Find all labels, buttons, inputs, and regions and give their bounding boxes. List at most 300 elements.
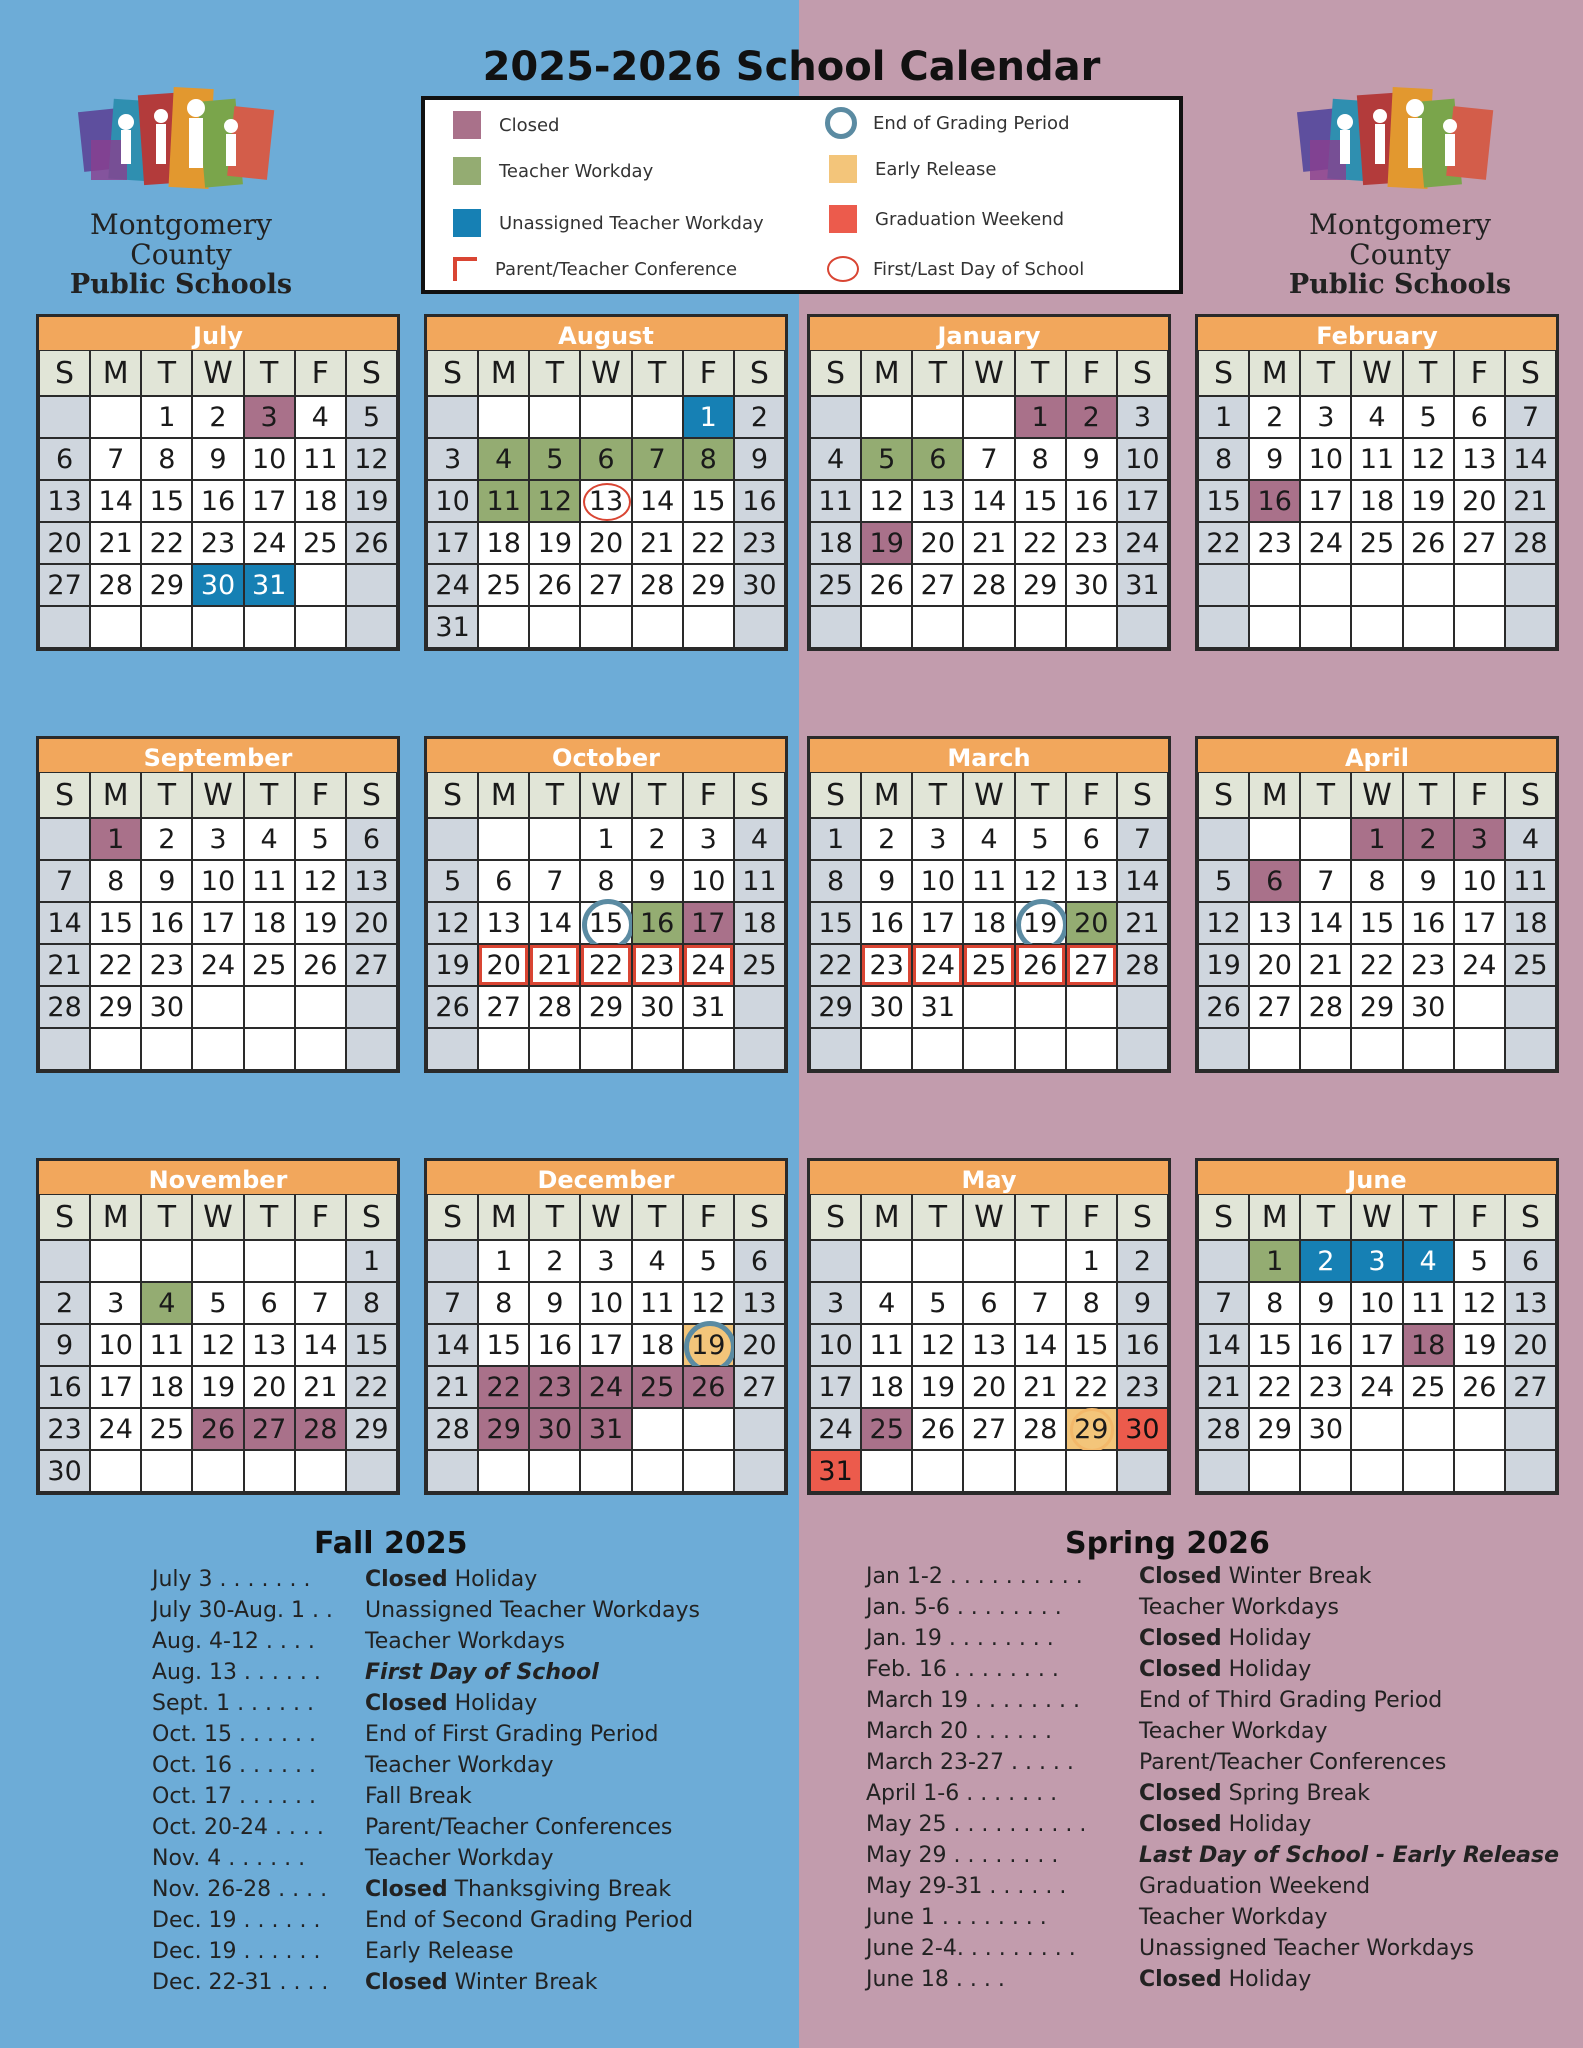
- month-grid: [1195, 350, 1559, 651]
- day-cell: 12: [1015, 860, 1066, 902]
- day-cell: 21: [1198, 1366, 1249, 1408]
- day-cell: 13: [734, 1282, 785, 1324]
- month-header: February: [1195, 314, 1559, 350]
- empty-cell: [478, 606, 529, 648]
- weekday-label: S: [734, 1194, 785, 1240]
- day-cell: 4: [244, 818, 295, 860]
- day-cell: 13: [1505, 1282, 1556, 1324]
- weekday-label: T: [912, 350, 963, 396]
- weekday-label: W: [963, 1194, 1014, 1240]
- day-cell: 7: [1015, 1282, 1066, 1324]
- empty-cell: [912, 396, 963, 438]
- month-header: October: [424, 736, 788, 772]
- weekday-label: T: [244, 350, 295, 396]
- day-cell: 14: [1505, 438, 1556, 480]
- empty-cell: [734, 986, 785, 1028]
- weekday-label: T: [632, 350, 683, 396]
- day-cell: 8: [1066, 1282, 1117, 1324]
- day-cell: 18: [963, 902, 1014, 944]
- weekday-label: M: [90, 350, 141, 396]
- key-date-row: [152, 1626, 772, 1657]
- month-april: [1195, 736, 1559, 1073]
- day-cell: 31: [683, 986, 734, 1028]
- day-cell: 18: [478, 522, 529, 564]
- key-date-row: [866, 1592, 1566, 1623]
- day-cell: 15: [478, 1324, 529, 1366]
- weekday-label: W: [192, 1194, 243, 1240]
- empty-cell: [861, 396, 912, 438]
- day-cell: 30: [529, 1408, 580, 1450]
- empty-cell: [810, 1240, 861, 1282]
- day-cell: 7: [39, 860, 90, 902]
- month-grid: [807, 1194, 1171, 1495]
- day-cell: 7: [1117, 818, 1168, 860]
- empty-cell: [810, 1028, 861, 1070]
- legend-graduation-label: Graduation Weekend: [875, 208, 1065, 230]
- empty-cell: [963, 1028, 1014, 1070]
- empty-cell: [529, 1450, 580, 1492]
- weekday-label: M: [478, 772, 529, 818]
- day-cell: 11: [1403, 1282, 1454, 1324]
- day-cell: 10: [427, 480, 478, 522]
- day-cell: 17: [427, 522, 478, 564]
- day-cell: 4: [861, 1282, 912, 1324]
- day-cell: 24: [810, 1408, 861, 1450]
- legend-unassigned: [453, 206, 764, 240]
- key-date-description: [1139, 1933, 1474, 1964]
- day-cell: 20: [478, 944, 529, 986]
- day-cell: 20: [580, 522, 631, 564]
- day-cell: 12: [1403, 438, 1454, 480]
- empty-cell: [90, 1028, 141, 1070]
- day-cell: 14: [529, 902, 580, 944]
- day-cell: 7: [963, 438, 1014, 480]
- day-cell: 20: [244, 1366, 295, 1408]
- empty-cell: [1198, 1240, 1249, 1282]
- day-cell: 21: [90, 522, 141, 564]
- day-cell: 16: [192, 480, 243, 522]
- empty-cell: [427, 1028, 478, 1070]
- legend-closed: [453, 108, 559, 142]
- empty-cell: [683, 606, 734, 648]
- legend-conference: [453, 252, 737, 286]
- description-text: Holiday: [1221, 1626, 1312, 1651]
- day-cell: 21: [1505, 480, 1556, 522]
- day-cell: 11: [963, 860, 1014, 902]
- day-cell: 7: [632, 438, 683, 480]
- month-may: [807, 1158, 1171, 1495]
- day-cell: 25: [1351, 522, 1402, 564]
- empty-cell: [632, 1028, 683, 1070]
- day-cell: 31: [912, 986, 963, 1028]
- day-cell: 15: [810, 902, 861, 944]
- day-cell: 2: [861, 818, 912, 860]
- day-cell: 16: [1403, 902, 1454, 944]
- weekday-label: S: [1117, 350, 1168, 396]
- empty-cell: [295, 564, 346, 606]
- day-cell: 6: [346, 818, 397, 860]
- weekday-label: S: [427, 1194, 478, 1240]
- day-cell: 14: [1300, 902, 1351, 944]
- day-cell: 12: [912, 1324, 963, 1366]
- day-cell: 30: [192, 564, 243, 606]
- day-cell: 13: [1249, 902, 1300, 944]
- key-date-row: [866, 1716, 1566, 1747]
- day-cell: 27: [346, 944, 397, 986]
- day-cell: 27: [1249, 986, 1300, 1028]
- day-cell: 18: [1505, 902, 1556, 944]
- empty-cell: [39, 1240, 90, 1282]
- key-date-row: [866, 1685, 1566, 1716]
- key-date: Dec. 19 . . . . . .: [152, 1939, 321, 1964]
- empty-cell: [244, 1028, 295, 1070]
- description-text: Holiday: [1221, 1812, 1312, 1837]
- day-cell: 27: [1454, 522, 1505, 564]
- day-cell: 2: [1300, 1240, 1351, 1282]
- empty-cell: [1351, 606, 1402, 648]
- empty-cell: [478, 818, 529, 860]
- day-cell: 11: [295, 438, 346, 480]
- day-cell: 9: [141, 860, 192, 902]
- weekday-label: M: [1249, 772, 1300, 818]
- weekday-label: T: [1403, 1194, 1454, 1240]
- day-cell: 30: [1403, 986, 1454, 1028]
- weekday-label: S: [734, 772, 785, 818]
- day-cell: 28: [1300, 986, 1351, 1028]
- key-date-row: [866, 1654, 1566, 1685]
- legend-teacher-workday: [453, 154, 653, 188]
- weekday-label: M: [861, 350, 912, 396]
- empty-cell: [861, 1028, 912, 1070]
- day-cell: 8: [1198, 438, 1249, 480]
- day-cell: 20: [1066, 902, 1117, 944]
- empty-cell: [683, 1450, 734, 1492]
- day-cell: 8: [141, 438, 192, 480]
- day-cell: 10: [912, 860, 963, 902]
- weekday-label: S: [346, 772, 397, 818]
- day-cell: 11: [244, 860, 295, 902]
- day-cell: 26: [1015, 944, 1066, 986]
- key-date-row: [152, 1936, 772, 1967]
- empty-cell: [1403, 1450, 1454, 1492]
- day-cell: 16: [529, 1324, 580, 1366]
- day-cell: 25: [1505, 944, 1556, 986]
- empty-cell: [861, 1450, 912, 1492]
- day-cell: 17: [580, 1324, 631, 1366]
- key-date-row: [152, 1843, 772, 1874]
- day-cell: 24: [427, 564, 478, 606]
- empty-cell: [90, 1450, 141, 1492]
- key-date-description: [365, 1626, 565, 1657]
- closed-label: Closed: [365, 1877, 448, 1902]
- day-cell: 3: [192, 818, 243, 860]
- empty-cell: [295, 1028, 346, 1070]
- weekday-label: W: [192, 772, 243, 818]
- key-date: June 1 . . . . . . . .: [866, 1905, 1047, 1930]
- key-date-description: [365, 1905, 693, 1936]
- day-cell: 28: [1117, 944, 1168, 986]
- day-cell: 19: [346, 480, 397, 522]
- weekday-label: S: [39, 350, 90, 396]
- empty-cell: [141, 1240, 192, 1282]
- day-cell: 3: [683, 818, 734, 860]
- month-december: [424, 1158, 788, 1495]
- weekday-label: F: [683, 1194, 734, 1240]
- key-date-description: [365, 1874, 671, 1905]
- day-cell: 5: [1403, 396, 1454, 438]
- day-cell: 17: [192, 902, 243, 944]
- day-cell: 2: [1117, 1240, 1168, 1282]
- key-date-row: [866, 1778, 1566, 1809]
- key-date-description: [1139, 1592, 1339, 1623]
- first-last-day-ring-icon: [827, 256, 859, 282]
- day-cell: 23: [734, 522, 785, 564]
- empty-cell: [912, 1028, 963, 1070]
- day-cell: 2: [632, 818, 683, 860]
- day-cell: 26: [861, 564, 912, 606]
- weekday-label: S: [1198, 350, 1249, 396]
- empty-cell: [478, 1450, 529, 1492]
- day-cell: 14: [963, 480, 1014, 522]
- empty-cell: [1117, 1450, 1168, 1492]
- day-cell: 12: [346, 438, 397, 480]
- day-cell: 20: [912, 522, 963, 564]
- weekday-label: F: [683, 350, 734, 396]
- day-cell: 17: [1117, 480, 1168, 522]
- day-cell: 14: [90, 480, 141, 522]
- key-date-row: [866, 1561, 1566, 1592]
- day-cell: 16: [1249, 480, 1300, 522]
- month-february: [1195, 314, 1559, 651]
- weekday-label: W: [1351, 350, 1402, 396]
- day-cell: 14: [1117, 860, 1168, 902]
- day-cell: 25: [861, 1408, 912, 1450]
- day-cell: 10: [580, 1282, 631, 1324]
- key-date-description: [1139, 1623, 1311, 1654]
- day-cell: 27: [244, 1408, 295, 1450]
- day-cell: 15: [1351, 902, 1402, 944]
- day-cell: 13: [580, 480, 631, 522]
- day-cell: 7: [1505, 396, 1556, 438]
- description-text: Winter Break: [1221, 1564, 1372, 1589]
- month-header: July: [36, 314, 400, 350]
- empty-cell: [1403, 564, 1454, 606]
- weekday-label: T: [244, 772, 295, 818]
- day-cell: 3: [90, 1282, 141, 1324]
- weekday-label: T: [1300, 350, 1351, 396]
- month-grid: [1195, 772, 1559, 1073]
- empty-cell: [1454, 1028, 1505, 1070]
- day-cell: 24: [244, 522, 295, 564]
- district-logo-left: [36, 80, 326, 300]
- day-cell: 8: [1249, 1282, 1300, 1324]
- day-cell: 22: [1351, 944, 1402, 986]
- empty-cell: [1505, 564, 1556, 606]
- month-march: [807, 736, 1171, 1073]
- empty-cell: [963, 1240, 1014, 1282]
- key-date-description: [1139, 1778, 1370, 1809]
- weekday-label: S: [1505, 1194, 1556, 1240]
- day-cell: 21: [1117, 902, 1168, 944]
- key-date: Dec. 19 . . . . . .: [152, 1908, 321, 1933]
- month-header: November: [36, 1158, 400, 1194]
- empty-cell: [346, 986, 397, 1028]
- grading-ring-icon: [825, 107, 857, 139]
- day-cell: 27: [1505, 1366, 1556, 1408]
- weekday-label: F: [683, 772, 734, 818]
- key-date-description: [365, 1967, 598, 1998]
- closed-label: Closed: [1139, 1564, 1222, 1589]
- empty-cell: [1249, 606, 1300, 648]
- key-date-description: [365, 1843, 554, 1874]
- day-cell: 1: [1066, 1240, 1117, 1282]
- month-july: [36, 314, 400, 651]
- day-cell: 19: [1454, 1324, 1505, 1366]
- month-header: April: [1195, 736, 1559, 772]
- empty-cell: [1351, 1028, 1402, 1070]
- day-cell: 13: [912, 480, 963, 522]
- weekday-label: F: [1066, 1194, 1117, 1240]
- day-cell: 24: [1300, 522, 1351, 564]
- day-cell: 29: [1066, 1408, 1117, 1450]
- key-date-description: [1139, 1561, 1372, 1592]
- day-cell: 1: [141, 396, 192, 438]
- day-cell: 31: [580, 1408, 631, 1450]
- day-cell: 14: [39, 902, 90, 944]
- empty-cell: [39, 606, 90, 648]
- empty-cell: [734, 1450, 785, 1492]
- day-cell: 31: [1117, 564, 1168, 606]
- day-cell: 23: [1066, 522, 1117, 564]
- weekday-label: S: [427, 772, 478, 818]
- key-date: Jan. 19 . . . . . . . .: [866, 1626, 1054, 1651]
- empty-cell: [861, 1240, 912, 1282]
- empty-cell: [734, 1408, 785, 1450]
- day-cell: 24: [90, 1408, 141, 1450]
- day-cell: 12: [861, 480, 912, 522]
- day-cell: 3: [580, 1240, 631, 1282]
- day-cell: 15: [1015, 480, 1066, 522]
- district-name-line2: Public Schools: [1288, 269, 1512, 300]
- day-cell: 19: [427, 944, 478, 986]
- legend-firstlast-label: First/Last Day of School: [873, 258, 1085, 280]
- empty-cell: [1198, 564, 1249, 606]
- day-cell: 24: [1351, 1366, 1402, 1408]
- legend-grading-label: End of Grading Period: [873, 112, 1070, 134]
- empty-cell: [141, 1028, 192, 1070]
- key-date: March 19 . . . . . . . .: [866, 1688, 1080, 1713]
- key-date-description: [1139, 1747, 1446, 1778]
- key-date-row: [152, 1595, 772, 1626]
- day-cell: 25: [1403, 1366, 1454, 1408]
- day-cell: 1: [478, 1240, 529, 1282]
- legend-closed-label: Closed: [499, 114, 560, 136]
- day-cell: 3: [244, 396, 295, 438]
- key-date-description: [1139, 1964, 1311, 1995]
- day-cell: 17: [90, 1366, 141, 1408]
- closed-label: Closed: [1139, 1657, 1222, 1682]
- day-cell: 8: [683, 438, 734, 480]
- day-cell: 22: [141, 522, 192, 564]
- empty-cell: [295, 986, 346, 1028]
- key-date: July 30-Aug. 1 . .: [152, 1598, 333, 1623]
- weekday-label: T: [529, 350, 580, 396]
- day-cell: 3: [1351, 1240, 1402, 1282]
- early-release-swatch-icon: [829, 155, 857, 183]
- day-cell: 10: [1351, 1282, 1402, 1324]
- day-cell: 2: [141, 818, 192, 860]
- day-cell: 16: [632, 902, 683, 944]
- key-date-row: [152, 1719, 772, 1750]
- day-cell: 22: [346, 1366, 397, 1408]
- empty-cell: [529, 606, 580, 648]
- day-cell: 6: [580, 438, 631, 480]
- day-cell: 10: [1300, 438, 1351, 480]
- weekday-label: F: [1454, 1194, 1505, 1240]
- day-cell: 18: [295, 480, 346, 522]
- day-cell: 10: [244, 438, 295, 480]
- key-date-row: [866, 1964, 1566, 1995]
- empty-cell: [346, 606, 397, 648]
- empty-cell: [1454, 1408, 1505, 1450]
- month-grid: [424, 350, 788, 651]
- description-text: Teacher Workdays: [1139, 1595, 1339, 1620]
- month-header: August: [424, 314, 788, 350]
- day-cell: 4: [810, 438, 861, 480]
- empty-cell: [346, 1028, 397, 1070]
- closed-label: Closed: [1139, 1812, 1222, 1837]
- day-cell: 6: [912, 438, 963, 480]
- day-cell: 11: [632, 1282, 683, 1324]
- day-cell: 26: [192, 1408, 243, 1450]
- empty-cell: [810, 606, 861, 648]
- day-cell: 15: [580, 902, 631, 944]
- day-cell: 1: [683, 396, 734, 438]
- day-cell: 24: [683, 944, 734, 986]
- empty-cell: [1198, 1028, 1249, 1070]
- day-cell: 6: [1249, 860, 1300, 902]
- day-cell: 28: [90, 564, 141, 606]
- closed-swatch-icon: [453, 111, 481, 139]
- day-cell: 8: [810, 860, 861, 902]
- day-cell: 31: [427, 606, 478, 648]
- empty-cell: [1198, 606, 1249, 648]
- month-january: [807, 314, 1171, 651]
- day-cell: 9: [192, 438, 243, 480]
- key-date-description: [1139, 1871, 1370, 1902]
- day-cell: 19: [192, 1366, 243, 1408]
- weekday-label: T: [632, 772, 683, 818]
- weekday-label: S: [39, 772, 90, 818]
- description-text: Fall Break: [365, 1784, 472, 1809]
- month-header: March: [807, 736, 1171, 772]
- empty-cell: [1066, 1450, 1117, 1492]
- description-text: Teacher Workdays: [365, 1629, 565, 1654]
- page-title: 2025-2026 School Calendar: [482, 44, 1101, 90]
- day-cell: 1: [90, 818, 141, 860]
- key-date-description: [365, 1564, 537, 1595]
- empty-cell: [192, 1240, 243, 1282]
- closed-label: Closed: [365, 1691, 448, 1716]
- day-cell: 15: [1249, 1324, 1300, 1366]
- day-cell: 10: [192, 860, 243, 902]
- day-cell: 5: [192, 1282, 243, 1324]
- empty-cell: [1249, 564, 1300, 606]
- closed-label: Closed: [365, 1970, 448, 1995]
- key-date: April 1-6 . . . . . . .: [866, 1781, 1058, 1806]
- day-cell: 31: [244, 564, 295, 606]
- weekday-label: F: [1454, 772, 1505, 818]
